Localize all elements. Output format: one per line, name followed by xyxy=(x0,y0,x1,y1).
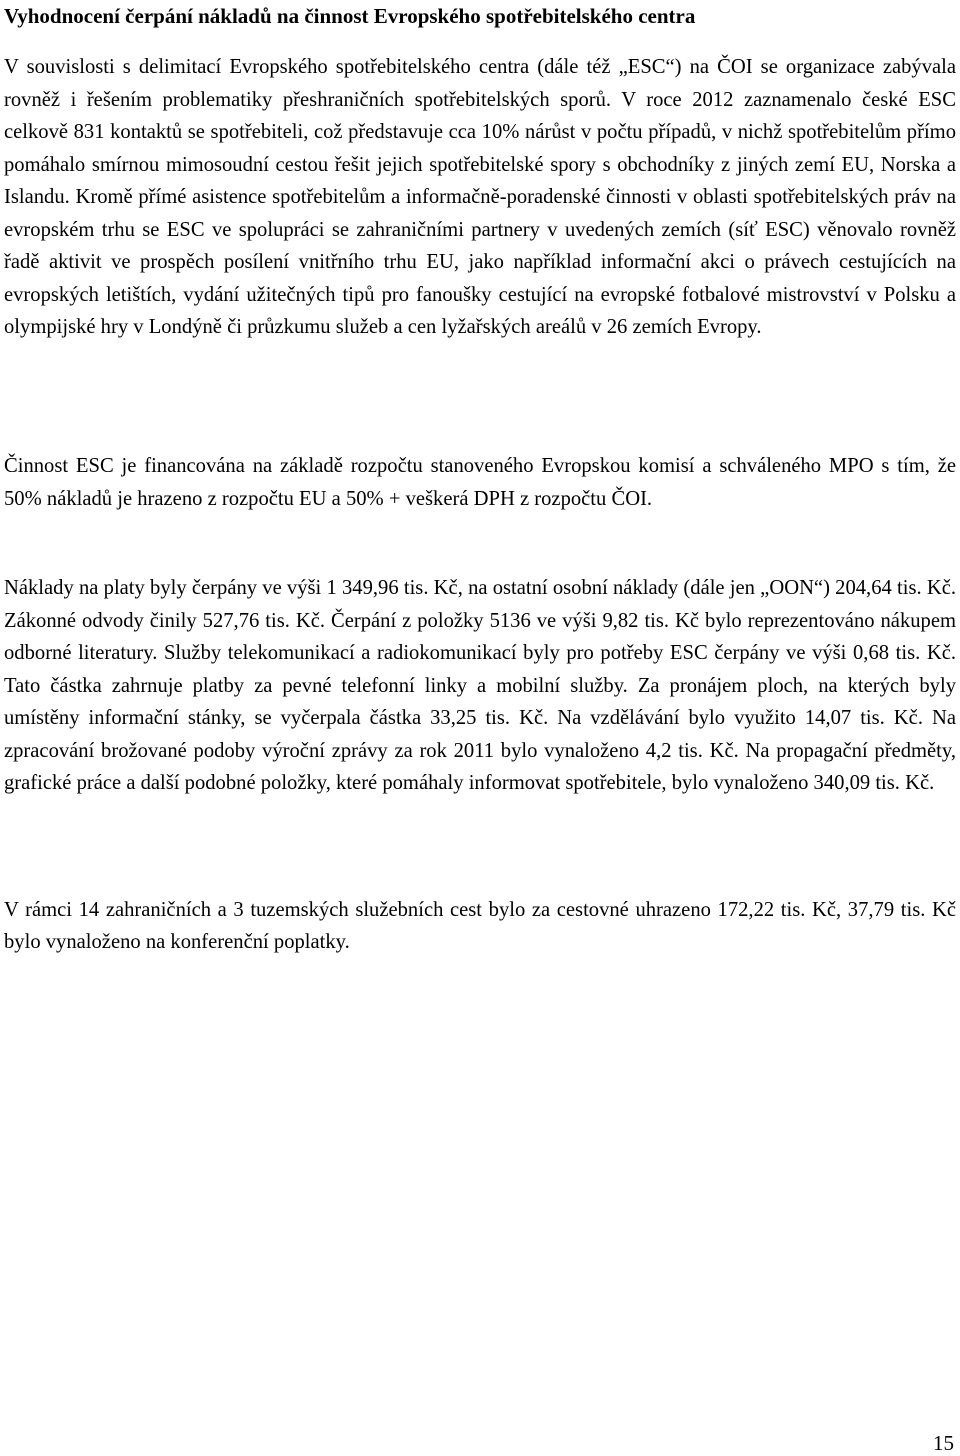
page-number: 15 xyxy=(933,1431,954,1455)
paragraph-financing: Činnost ESC je financována na základě rozpočtu stanoveného Evropskou komisí a schváleného MPO s tím, že 50% nákladů je hrazeno z rozpočtu EU a 50% + veškerá DPH z rozpočtu ČOI. xyxy=(4,455,956,510)
paragraph-travel: V rámci 14 zahraničních a 3 tuzemských služebních cest bylo za cestovné uhrazeno 172,22 tis. Kč, 37,79 tis. Kč bylo vynaloženo na konferenční poplatky. xyxy=(4,899,956,953)
document-page xyxy=(4,0,956,1456)
paragraph-costs: Náklady na platy byly čerpány ve výši 1 349,96 tis. Kč, na ostatní osobní náklady (dále jen „OON“) 204,64 tis. Kč. Zákonné odvody činily 527,76 tis. Kč. Čerpání z položky 5136 ve výši 9,82 tis. Kč bylo reprezentováno nákupem odborné literatury. Služby telekomunikací a radiokomunikací byly pro potřeby ESC čerpány ve výši 0,68 tis. Kč. Tato částka zahrnuje platby za pevné telefonní linky a mobilní služby. Za pronájem ploch, na kterých byly umístěny informační stánky, se vyčerpala částka 33,25 tis. Kč. Na vzdělávání bylo využito 14,07 tis. Kč. Na zpracování brožované podoby výroční zprávy za rok 2011 bylo vynaloženo 4,2 tis. Kč. Na propagační předměty, grafické práce a další podobné položky, které pomáhaly informovat spotřebitele, bylo vynaloženo 340,09 tis. Kč. xyxy=(4,577,956,794)
section-heading: Vyhodnocení čerpání nákladů na činnost Evropského spotřebitelského centra xyxy=(4,4,696,28)
paragraph-esc-activities: V souvislosti s delimitací Evropského spotřebitelského centra (dále též „ESC“) na ČOI se organizace zabývala rovněž i řešením problematiky přeshraničních spotřebitelských sporů. V roce 2012 zaznamenalo české ESC celkově 831 kontaktů se spotřebiteli, což představuje cca 10% nárůst v počtu případů, v nichž spotřebitelům přímo pomáhalo smírnou mimosoudní cestou řešit jejich spotřebitelské spory s obchodníky z jiných zemí EU, Norska a Islandu. Kromě přímé asistence spotřebitelům a informačně-poradenské činnosti v oblasti spotřebitelských práv na evropském trhu se ESC ve spolupráci se zahraničními partnery v uvedených zemích (síť ESC) věnovalo rovněž řadě aktivit ve prospěch posílení vnitřního trhu EU, jako například informační akci o právech cestujících na evropských letištích, vydání užitečných tipů pro fanoušky cestující na evropské fotbalové mistrovství v Polsku a olympijské hry v Londýně či průzkumu služeb a cen lyžařských areálů v 26 zemích Evropy. xyxy=(4,56,956,338)
